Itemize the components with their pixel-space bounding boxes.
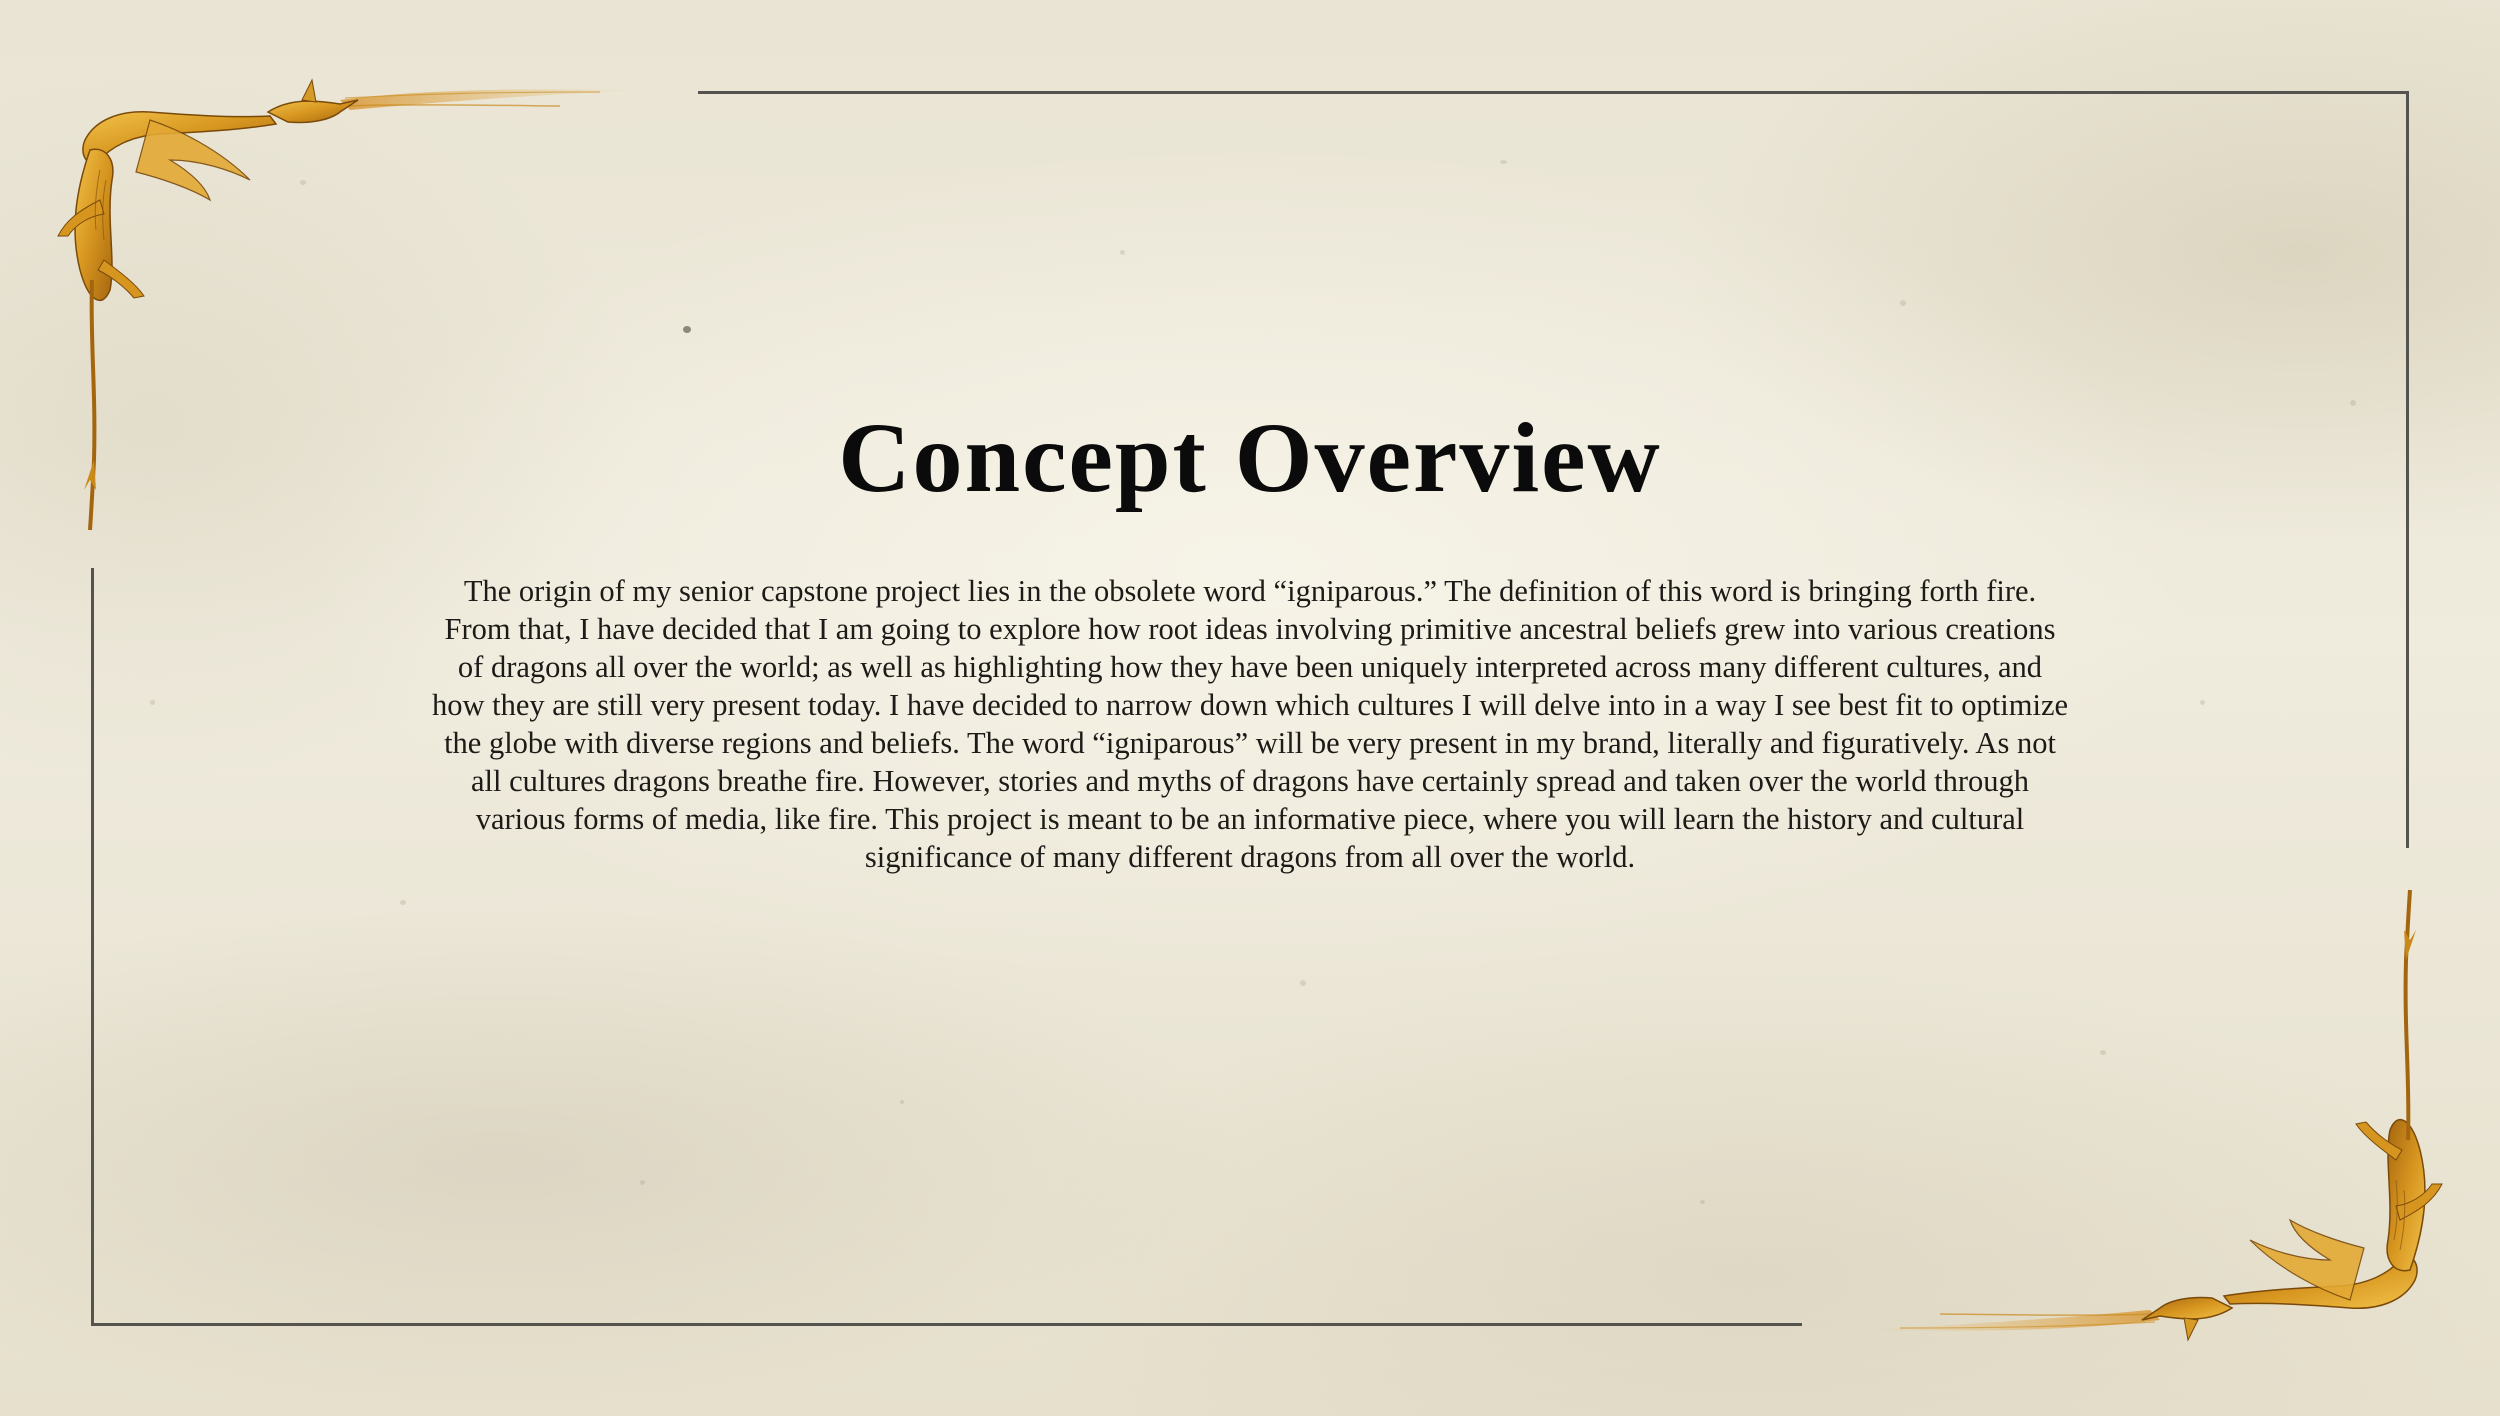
frame-line-bottom bbox=[91, 1323, 1802, 1326]
slide-title: Concept Overview bbox=[838, 402, 1662, 513]
parchment-speck bbox=[1120, 250, 1125, 255]
parchment-speck bbox=[1900, 300, 1906, 306]
parchment-speck bbox=[640, 1180, 645, 1185]
parchment-speck bbox=[1700, 1200, 1705, 1204]
parchment-speck bbox=[1300, 980, 1306, 986]
parchment-speck bbox=[2200, 700, 2205, 705]
parchment-speck bbox=[683, 326, 691, 333]
parchment-speck bbox=[900, 1100, 904, 1104]
parchment-speck bbox=[400, 900, 406, 905]
parchment-speck bbox=[1500, 160, 1507, 164]
frame-line-top bbox=[698, 91, 2409, 94]
parchment-speck bbox=[150, 700, 155, 705]
dragon-ornament-bottom-right-icon bbox=[1840, 880, 2460, 1360]
frame-line-left bbox=[91, 568, 94, 1326]
concept-description: The origin of my senior capstone project lies in the obsolete word “igniparous.” The definition of this word is bringing forth fire. From that, I have decided that I am going to explore how root ideas involving primitive ancestral beliefs grew into various creations of dragons all over the world; as well as highlighting how they have been uniquely interpreted across many different cultures, and how they are still very present today. I have decided to narrow down which cultures I will delve into in a way I see best fit to optimize the globe with diverse regions and beliefs. The word “igniparous” will be very present in my brand, literally and figuratively. As not all cultures dragons breathe fire. However, stories and myths of dragons have certainly spread and taken over the world through various forms of media, like fire. This project is meant to be an informative piece, where you will learn the history and cultural significance of many different dragons from all over the world. bbox=[431, 574, 2069, 874]
